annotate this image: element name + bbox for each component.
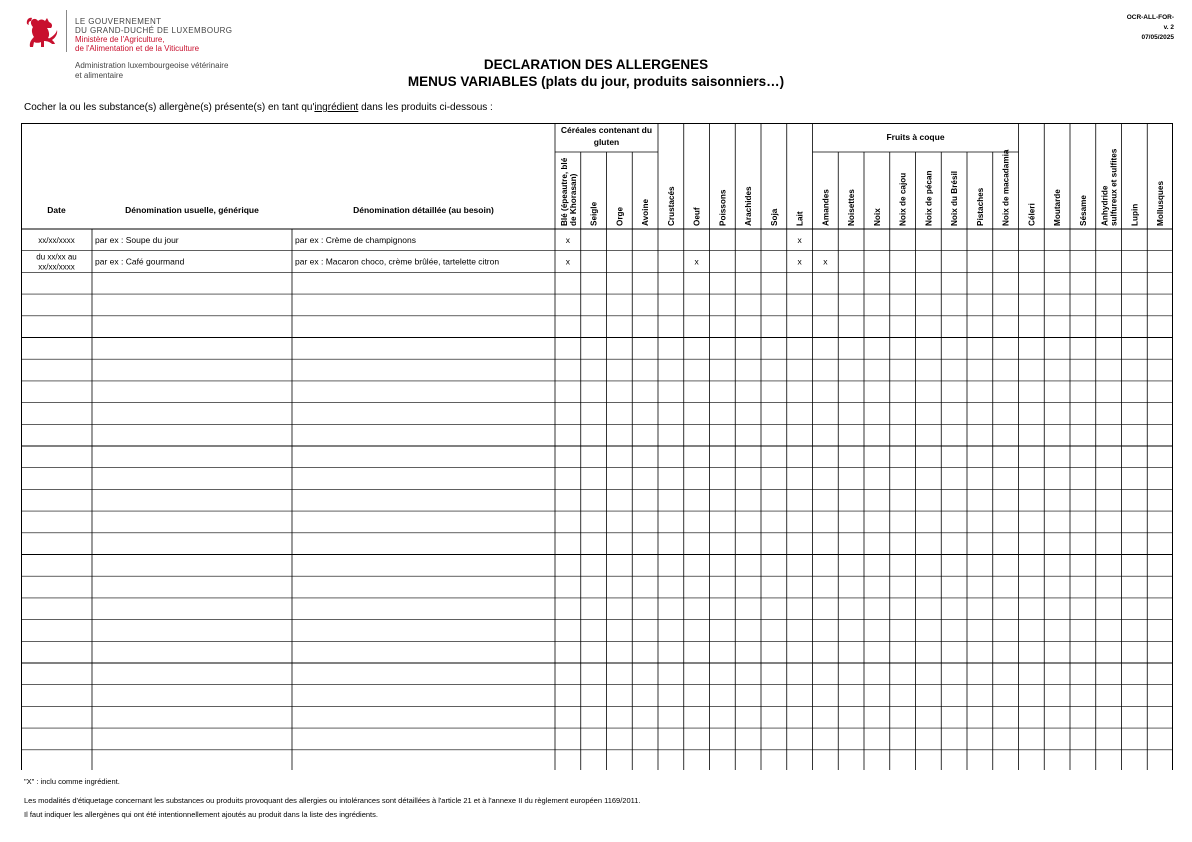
title-line2: MENUS VARIABLES (plats du jour, produits saisonniers…) [407, 74, 785, 89]
doc-code: OCR-ALL-FOR- [1126, 14, 1174, 21]
allergen-mark: x [797, 256, 802, 267]
allergen-header-21: Anhydridesulfureux et sulfites [1100, 148, 1119, 226]
allergen-header-0: Blé (épeautre, bléde Khorasan) [559, 157, 578, 226]
allergen-header-20: Sésame [1078, 195, 1088, 226]
allergen-header-18: Céleri [1027, 203, 1037, 226]
gov-line1: LE GOUVERNEMENT [75, 17, 162, 26]
doc-date: 07/05/2025 [1141, 34, 1174, 41]
red-lion-icon [22, 12, 62, 52]
allergen-mark: x [565, 234, 570, 245]
allergen-header-23: Mollusques [1156, 180, 1166, 226]
column-header-date: Date [47, 205, 66, 215]
row-detaillee: par ex : Crème de champignons [295, 234, 416, 245]
allergen-header-8: Soja [769, 208, 779, 226]
allergen-header-12: Noix [872, 208, 882, 226]
instruction-before: Cocher la ou les substance(s) allergène(s) présente(s) en tant qu' [24, 102, 315, 113]
row-date: xx/xx/xxxx [38, 235, 75, 245]
instruction-text [24, 102, 493, 113]
allergen-header-19: Moutarde [1053, 189, 1063, 226]
footer-note-ingredients: Il faut indiquer les allergènes qui ont été intentionnellement ajoutés au produit dans la liste des ingrédients. [24, 810, 378, 819]
ministry-line1: Ministère de l'Agriculture, [75, 35, 165, 44]
admin-line2: et alimentaire [75, 71, 124, 80]
group-label-cereales: Céréales contenant du gluten [560, 125, 653, 147]
government-header [75, 17, 232, 53]
row-usuelle: par ex : Café gourmand [95, 256, 185, 267]
row-date: du xx/xx au xx/xx/xxxx [36, 252, 77, 272]
allergen-header-3: Avoine [641, 199, 651, 226]
allergen-mark: x [797, 234, 802, 245]
admin-line1: Administration luxembourgeoise vétérinaire [75, 61, 229, 70]
allergen-header-10: Amandes [821, 189, 831, 226]
group-label-fruits: Fruits à coque [886, 132, 945, 142]
ministry-line2: de l'Alimentation et de la Viticulture [75, 44, 200, 53]
logo-divider [66, 10, 67, 52]
document-reference [1127, 13, 1174, 43]
page-title [0, 56, 1192, 90]
allergen-header-22: Lupin [1130, 203, 1140, 226]
instruction-underlined: ingrédient [314, 102, 359, 113]
allergen-header-4: Crustacés [666, 186, 676, 226]
row-usuelle: par ex : Soupe du jour [95, 234, 179, 245]
footer-note-regulation: Les modalités d'étiquetage concernant les substances ou produits provoquant des allergies ou intolérances sont détaillées à l'article 21 et à l'annexe II du règlement européen 1169/2011. [24, 796, 641, 805]
allergen-header-5: Oeuf [692, 207, 702, 226]
allergen-grid [21, 123, 1173, 770]
column-header-detaillee: Dénomination détaillée (au besoin) [353, 205, 494, 215]
allergen-header-11: Noisettes [847, 189, 857, 226]
column-header-usuelle: Dénomination usuelle, générique [125, 205, 259, 215]
allergen-header-13: Noix de cajou [898, 172, 908, 226]
allergen-header-7: Arachides [744, 186, 754, 226]
gov-line2: DU GRAND-DUCHÉ DE LUXEMBOURG [75, 26, 233, 35]
allergen-table [21, 123, 1173, 770]
allergen-header-6: Poissons [718, 189, 728, 226]
allergen-header-16: Pistaches [975, 187, 985, 226]
footer-note-x: "X" : inclu comme ingrédient. [24, 777, 120, 786]
instruction-after: dans les produits ci-dessous : [358, 102, 493, 113]
allergen-mark: x [823, 256, 828, 267]
allergen-header-2: Orge [615, 206, 625, 226]
allergen-header-15: Noix du Brésil [950, 170, 960, 226]
allergen-mark: x [565, 256, 570, 267]
allergen-header-14: Noix de pécan [924, 170, 934, 226]
allergen-header-9: Lait [795, 211, 805, 226]
luxembourg-lion-logo [22, 12, 62, 52]
allergen-mark: x [694, 256, 699, 267]
doc-version: v. 2 [1163, 24, 1174, 31]
allergen-header-17: Noix de macadamia [1001, 149, 1011, 226]
row-detaillee: par ex : Macaron choco, crème brûlée, tartelette citron [295, 256, 500, 267]
title-line1: DECLARATION DES ALLERGENES [483, 57, 709, 72]
allergen-header-1: Seigle [589, 201, 599, 226]
